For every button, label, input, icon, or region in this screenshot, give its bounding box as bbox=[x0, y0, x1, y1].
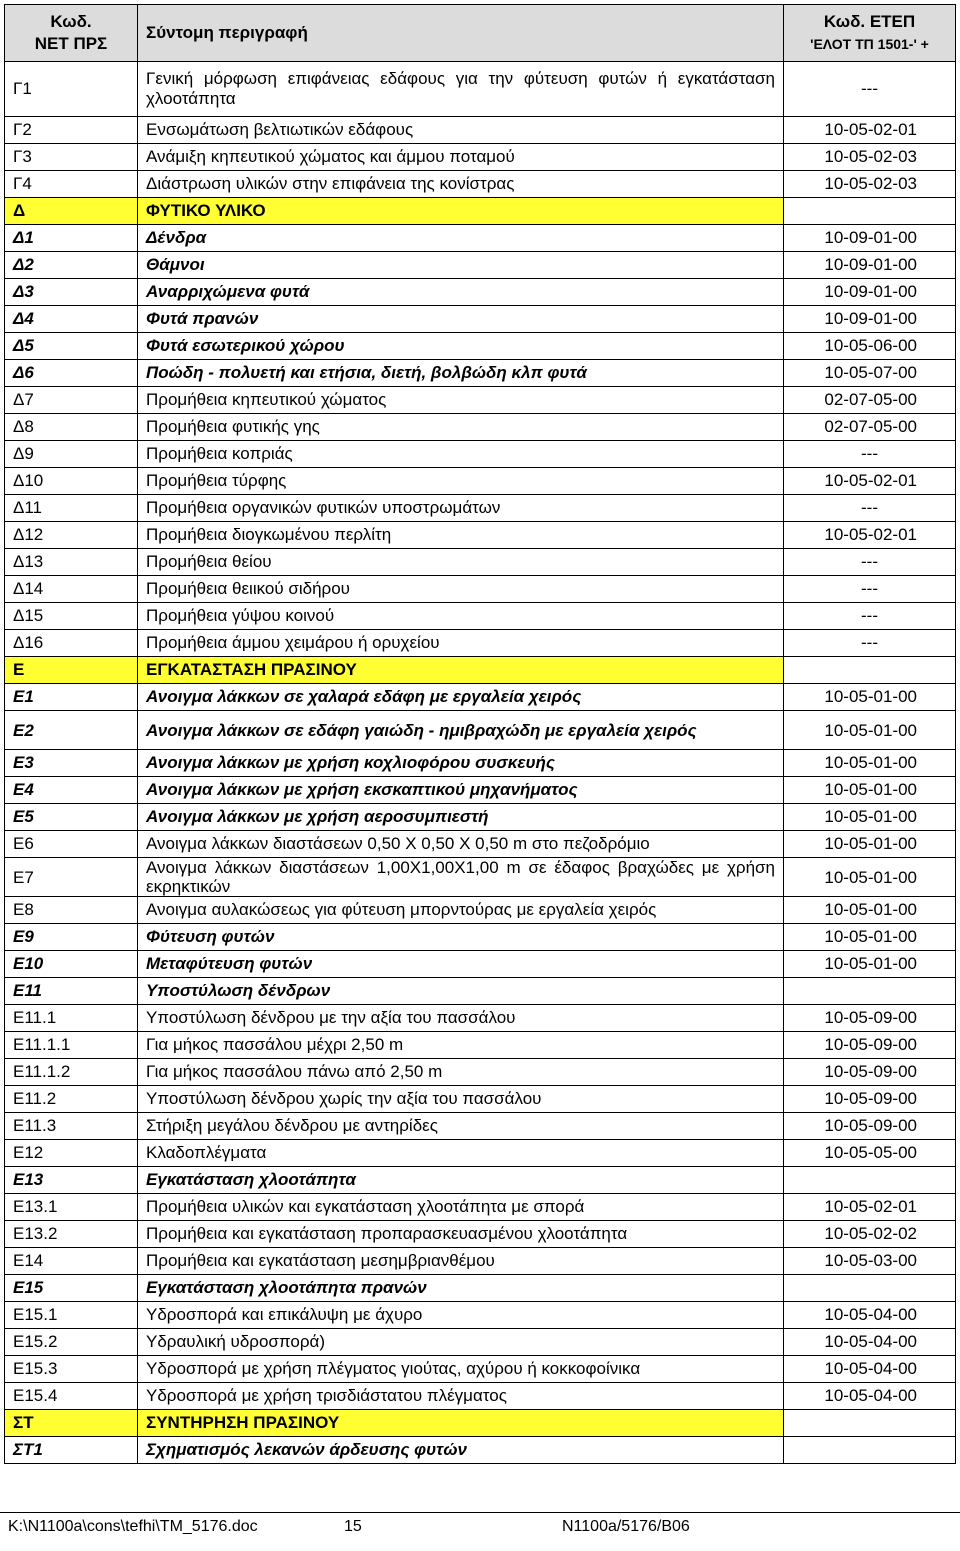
table-row bbox=[5, 1167, 956, 1194]
table-row bbox=[5, 441, 956, 468]
table-row bbox=[5, 804, 956, 831]
table-row bbox=[5, 225, 956, 252]
footer-file-path: K:\N1100a\cons\tefhi\TM_5176.doc bbox=[8, 1518, 258, 1535]
row-code: Δ1 bbox=[5, 225, 138, 252]
row-description: Μεταφύτευση φυτών bbox=[138, 951, 784, 978]
row-description: Υδροσπορά και επικάλυψη με άχυρο bbox=[138, 1302, 784, 1329]
table-row bbox=[5, 252, 956, 279]
row-code: Ε11.2 bbox=[5, 1086, 138, 1113]
row-description: Προμήθεια οργανικών φυτικών υποστρωμάτων bbox=[138, 495, 784, 522]
table-row bbox=[5, 360, 956, 387]
table-row bbox=[5, 1356, 956, 1383]
table-row bbox=[5, 603, 956, 630]
table-row bbox=[5, 144, 956, 171]
table-row bbox=[5, 306, 956, 333]
row-code: Ε13.1 bbox=[5, 1194, 138, 1221]
row-code: Δ6 bbox=[5, 360, 138, 387]
row-code: Δ10 bbox=[5, 468, 138, 495]
row-etep-code: 10-05-02-03 bbox=[784, 144, 956, 171]
table-row bbox=[5, 171, 956, 198]
row-code: Δ14 bbox=[5, 576, 138, 603]
row-description: Ενσωμάτωση βελτιωτικών εδάφους bbox=[138, 117, 784, 144]
row-code: Δ15 bbox=[5, 603, 138, 630]
row-code: Δ7 bbox=[5, 387, 138, 414]
row-code: Ε11.1 bbox=[5, 1005, 138, 1032]
row-etep-code: 10-05-02-03 bbox=[784, 171, 956, 198]
table-row bbox=[5, 62, 956, 117]
row-etep-code: --- bbox=[784, 630, 956, 657]
row-description: Ανοιγμα λάκκων με χρήση αεροσυμπιεστή bbox=[138, 804, 784, 831]
row-etep-code: 10-05-02-01 bbox=[784, 468, 956, 495]
row-description: Προμήθεια γύψου κοινού bbox=[138, 603, 784, 630]
row-code: Ε2 bbox=[5, 711, 138, 750]
table-row bbox=[5, 657, 956, 684]
row-code: Ε7 bbox=[5, 858, 138, 897]
row-code: ΣΤ bbox=[5, 1410, 138, 1437]
table-row bbox=[5, 1059, 956, 1086]
row-code: Δ12 bbox=[5, 522, 138, 549]
row-etep-code: 10-05-01-00 bbox=[784, 924, 956, 951]
row-description: Σχηματισμός λεκανών άρδευσης φυτών bbox=[138, 1437, 784, 1464]
row-code: Ε10 bbox=[5, 951, 138, 978]
table-row bbox=[5, 522, 956, 549]
row-code: Ε11.1.1 bbox=[5, 1032, 138, 1059]
row-etep-code: 10-05-01-00 bbox=[784, 777, 956, 804]
table-row bbox=[5, 831, 956, 858]
row-description: Προμήθεια τύρφης bbox=[138, 468, 784, 495]
row-etep-code: 10-09-01-00 bbox=[784, 225, 956, 252]
row-code: Δ16 bbox=[5, 630, 138, 657]
row-code: Δ8 bbox=[5, 414, 138, 441]
row-etep-code: 10-09-01-00 bbox=[784, 306, 956, 333]
header-net-code-line1: Κωδ. bbox=[50, 12, 92, 31]
row-etep-code: 10-05-01-00 bbox=[784, 951, 956, 978]
table-row bbox=[5, 1329, 956, 1356]
row-description: Προμήθεια θειικού σιδήρου bbox=[138, 576, 784, 603]
header-description: Σύντομη περιγραφή bbox=[138, 5, 784, 62]
row-code: Ε11.1.2 bbox=[5, 1059, 138, 1086]
row-etep-code: 10-05-02-01 bbox=[784, 117, 956, 144]
row-code: Ε6 bbox=[5, 831, 138, 858]
row-etep-code: 10-05-01-00 bbox=[784, 684, 956, 711]
row-code: Ε13 bbox=[5, 1167, 138, 1194]
table-row bbox=[5, 468, 956, 495]
row-code: Ε14 bbox=[5, 1248, 138, 1275]
row-description: Προμήθεια διογκωμένου περλίτη bbox=[138, 522, 784, 549]
row-description: Ανάμιξη κηπευτικού χώματος και άμμου ποταμού bbox=[138, 144, 784, 171]
spec-table bbox=[4, 4, 956, 1464]
row-etep-code: --- bbox=[784, 495, 956, 522]
row-code: Γ2 bbox=[5, 117, 138, 144]
table-row bbox=[5, 1194, 956, 1221]
row-code: Δ2 bbox=[5, 252, 138, 279]
row-code: Ε12 bbox=[5, 1140, 138, 1167]
table-row bbox=[5, 1248, 956, 1275]
row-etep-code bbox=[784, 1275, 956, 1302]
row-code: Ε1 bbox=[5, 684, 138, 711]
footer-page-number: 15 bbox=[344, 1518, 362, 1535]
row-code: Γ1 bbox=[5, 62, 138, 117]
row-description: Προμήθεια άμμου χειμάρου ή ορυχείου bbox=[138, 630, 784, 657]
table-row bbox=[5, 1005, 956, 1032]
table-row bbox=[5, 750, 956, 777]
row-description: Προμήθεια υλικών και εγκατάσταση χλοοτάπητα με σπορά bbox=[138, 1194, 784, 1221]
row-etep-code: --- bbox=[784, 441, 956, 468]
row-code: Ε4 bbox=[5, 777, 138, 804]
table-row bbox=[5, 1437, 956, 1464]
table-row bbox=[5, 1302, 956, 1329]
row-code: Ε15.3 bbox=[5, 1356, 138, 1383]
table-row bbox=[5, 924, 956, 951]
table-row bbox=[5, 117, 956, 144]
row-etep-code: 02-07-05-00 bbox=[784, 414, 956, 441]
row-code: Δ bbox=[5, 198, 138, 225]
row-description: Δένδρα bbox=[138, 225, 784, 252]
row-code: Ε13.2 bbox=[5, 1221, 138, 1248]
row-description: Ανοιγμα λάκκων διαστάσεων 1,00Χ1,00Χ1,00 m σε έδαφος βραχώδες με χρήση εκρηκτικών bbox=[138, 858, 784, 897]
table-row bbox=[5, 1383, 956, 1410]
row-etep-code: 10-05-01-00 bbox=[784, 897, 956, 924]
row-description: ΣΥΝΤΗΡΗΣΗ ΠΡΑΣΙΝΟΥ bbox=[138, 1410, 784, 1437]
row-code: Ε8 bbox=[5, 897, 138, 924]
row-code: Ε15.2 bbox=[5, 1329, 138, 1356]
table-row bbox=[5, 1032, 956, 1059]
header-net-code-line2: ΝΕΤ ΠΡΣ bbox=[34, 34, 108, 53]
table-row bbox=[5, 897, 956, 924]
row-etep-code bbox=[784, 1437, 956, 1464]
row-description: Προμήθεια και εγκατάσταση μεσημβριανθέμου bbox=[138, 1248, 784, 1275]
row-description: Εγκατάσταση χλοοτάπητα πρανών bbox=[138, 1275, 784, 1302]
row-etep-code: 10-05-01-00 bbox=[784, 750, 956, 777]
table-row bbox=[5, 1113, 956, 1140]
row-description: Για μήκος πασσάλου πάνω από 2,50 m bbox=[138, 1059, 784, 1086]
row-description: Υδροσπορά με χρήση πλέγματος γιούτας, αχύρου ή κοκκοφοίνικα bbox=[138, 1356, 784, 1383]
row-etep-code: --- bbox=[784, 603, 956, 630]
row-code: Ε3 bbox=[5, 750, 138, 777]
table-row bbox=[5, 978, 956, 1005]
row-etep-code: 10-05-01-00 bbox=[784, 858, 956, 897]
row-description: Στήριξη μεγάλου δένδρου με αντηρίδες bbox=[138, 1113, 784, 1140]
row-code: Ε15.4 bbox=[5, 1383, 138, 1410]
row-code: Γ4 bbox=[5, 171, 138, 198]
row-etep-code: 10-05-07-00 bbox=[784, 360, 956, 387]
row-etep-code: 10-05-04-00 bbox=[784, 1329, 956, 1356]
row-description: Γενική μόρφωση επιφάνειας εδάφους για την φύτευση φυτών ή εγκατάσταση χλοοτάπητα bbox=[138, 62, 784, 117]
row-description: Ανοιγμα αυλακώσεως για φύτευση μπορντούρας με εργαλεία χειρός bbox=[138, 897, 784, 924]
table-row bbox=[5, 387, 956, 414]
table-row bbox=[5, 684, 956, 711]
row-etep-code bbox=[784, 1167, 956, 1194]
row-etep-code: 10-05-09-00 bbox=[784, 1086, 956, 1113]
row-description: Διάστρωση υλικών στην επιφάνεια της κονίστρας bbox=[138, 171, 784, 198]
row-description: Για μήκος πασσάλου μέχρι 2,50 m bbox=[138, 1032, 784, 1059]
row-etep-code: 10-05-09-00 bbox=[784, 1032, 956, 1059]
row-code: Ε15.1 bbox=[5, 1302, 138, 1329]
row-etep-code: 10-05-05-00 bbox=[784, 1140, 956, 1167]
row-description: Ανοιγμα λάκκων με χρήση κοχλιοφόρου συσκευής bbox=[138, 750, 784, 777]
table-row bbox=[5, 1086, 956, 1113]
row-etep-code: 10-05-02-02 bbox=[784, 1221, 956, 1248]
row-description: Προμήθεια και εγκατάσταση προπαρασκευασμένου χλοοτάπητα bbox=[138, 1221, 784, 1248]
row-description: Φύτευση φυτών bbox=[138, 924, 784, 951]
table-row bbox=[5, 279, 956, 306]
row-etep-code: 10-05-04-00 bbox=[784, 1302, 956, 1329]
row-code: Ε5 bbox=[5, 804, 138, 831]
row-etep-code: 02-07-05-00 bbox=[784, 387, 956, 414]
row-code: Δ5 bbox=[5, 333, 138, 360]
row-code: Ε15 bbox=[5, 1275, 138, 1302]
row-code: ΣΤ1 bbox=[5, 1437, 138, 1464]
row-description: Αναρριχώμενα φυτά bbox=[138, 279, 784, 306]
row-etep-code bbox=[784, 657, 956, 684]
header-etep-code-line2 bbox=[788, 33, 951, 55]
table-row bbox=[5, 858, 956, 897]
row-description: Υποστύλωση δένδρων bbox=[138, 978, 784, 1005]
table-row bbox=[5, 576, 956, 603]
row-description: Κλαδοπλέγματα bbox=[138, 1140, 784, 1167]
row-description: Ανοιγμα λάκκων με χρήση εκσκαπτικού μηχανήματος bbox=[138, 777, 784, 804]
row-code: Δ4 bbox=[5, 306, 138, 333]
row-description: Φυτά πρανών bbox=[138, 306, 784, 333]
row-description: Θάμνοι bbox=[138, 252, 784, 279]
row-description: Προμήθεια κηπευτικού χώματος bbox=[138, 387, 784, 414]
table-row bbox=[5, 495, 956, 522]
row-etep-code: 10-05-04-00 bbox=[784, 1383, 956, 1410]
row-etep-code: --- bbox=[784, 549, 956, 576]
page-footer bbox=[0, 1512, 960, 1543]
footer-document-ref: N1100a/5176/B06 bbox=[562, 1518, 690, 1535]
row-etep-code: 10-05-09-00 bbox=[784, 1005, 956, 1032]
row-code: Γ3 bbox=[5, 144, 138, 171]
row-description: Προμήθεια θείου bbox=[138, 549, 784, 576]
row-code: Δ13 bbox=[5, 549, 138, 576]
header-etep-code-line2-text: 'ΕΛΟΤ ΤΠ 1501-' + bbox=[810, 36, 929, 52]
row-description: ΕΓΚΑΤΑΣΤΑΣΗ ΠΡΑΣΙΝΟΥ bbox=[138, 657, 784, 684]
header-net-code bbox=[5, 5, 138, 62]
row-etep-code: --- bbox=[784, 62, 956, 117]
row-code: Δ11 bbox=[5, 495, 138, 522]
row-etep-code: --- bbox=[784, 576, 956, 603]
row-description: Εγκατάσταση χλοοτάπητα bbox=[138, 1167, 784, 1194]
row-etep-code: 10-09-01-00 bbox=[784, 279, 956, 306]
table-row bbox=[5, 951, 956, 978]
row-etep-code: 10-05-04-00 bbox=[784, 1356, 956, 1383]
row-description: ΦΥΤΙΚΟ ΥΛΙΚΟ bbox=[138, 198, 784, 225]
row-etep-code: 10-05-03-00 bbox=[784, 1248, 956, 1275]
row-etep-code: 10-05-01-00 bbox=[784, 711, 956, 750]
row-etep-code: 10-05-01-00 bbox=[784, 831, 956, 858]
row-description: Προμήθεια κοπριάς bbox=[138, 441, 784, 468]
row-description: Ανοιγμα λάκκων διαστάσεων 0,50 Χ 0,50 Χ 0,50 m στο πεζοδρόμιο bbox=[138, 831, 784, 858]
row-etep-code bbox=[784, 1410, 956, 1437]
header-etep-code bbox=[784, 5, 956, 62]
row-description: Προμήθεια φυτικής γης bbox=[138, 414, 784, 441]
row-code: Ε9 bbox=[5, 924, 138, 951]
row-etep-code: 10-05-09-00 bbox=[784, 1059, 956, 1086]
row-description: Ανοιγμα λάκκων σε εδάφη γαιώδη - ημιβραχώδη με εργαλεία χειρός bbox=[138, 711, 784, 750]
row-code: Ε11.3 bbox=[5, 1113, 138, 1140]
table-row bbox=[5, 414, 956, 441]
row-etep-code bbox=[784, 198, 956, 225]
table-row bbox=[5, 777, 956, 804]
row-etep-code: 10-09-01-00 bbox=[784, 252, 956, 279]
row-code: Ε bbox=[5, 657, 138, 684]
table-header-row bbox=[5, 5, 956, 62]
row-description: Ανοιγμα λάκκων σε χαλαρά εδάφη με εργαλεία χειρός bbox=[138, 684, 784, 711]
row-etep-code: 10-05-02-01 bbox=[784, 1194, 956, 1221]
table-row bbox=[5, 1221, 956, 1248]
header-etep-code-line1: Κωδ. ΕΤΕΠ bbox=[823, 12, 916, 31]
table-row bbox=[5, 549, 956, 576]
row-description: Υποστύλωση δένδρου χωρίς την αξία του πασσάλου bbox=[138, 1086, 784, 1113]
table-row bbox=[5, 1140, 956, 1167]
table-row bbox=[5, 711, 956, 750]
row-etep-code: 10-05-06-00 bbox=[784, 333, 956, 360]
spec-table-container bbox=[4, 4, 955, 1464]
row-etep-code: 10-05-09-00 bbox=[784, 1113, 956, 1140]
row-description: Υποστύλωση δένδρου με την αξία του πασσάλου bbox=[138, 1005, 784, 1032]
row-etep-code bbox=[784, 978, 956, 1005]
table-row bbox=[5, 1275, 956, 1302]
table-row bbox=[5, 1410, 956, 1437]
row-description: Φυτά εσωτερικού χώρου bbox=[138, 333, 784, 360]
table-row bbox=[5, 198, 956, 225]
row-code: Δ3 bbox=[5, 279, 138, 306]
row-description: Υδροσπορά με χρήση τρισδιάστατου πλέγματος bbox=[138, 1383, 784, 1410]
row-etep-code: 10-05-02-01 bbox=[784, 522, 956, 549]
row-description: Υδραυλική υδροσπορά) bbox=[138, 1329, 784, 1356]
row-code: Δ9 bbox=[5, 441, 138, 468]
row-code: Ε11 bbox=[5, 978, 138, 1005]
row-etep-code: 10-05-01-00 bbox=[784, 804, 956, 831]
row-description: Ποώδη - πολυετή και ετήσια, διετή, βολβώδη κλπ φυτά bbox=[138, 360, 784, 387]
table-row bbox=[5, 333, 956, 360]
table-row bbox=[5, 630, 956, 657]
